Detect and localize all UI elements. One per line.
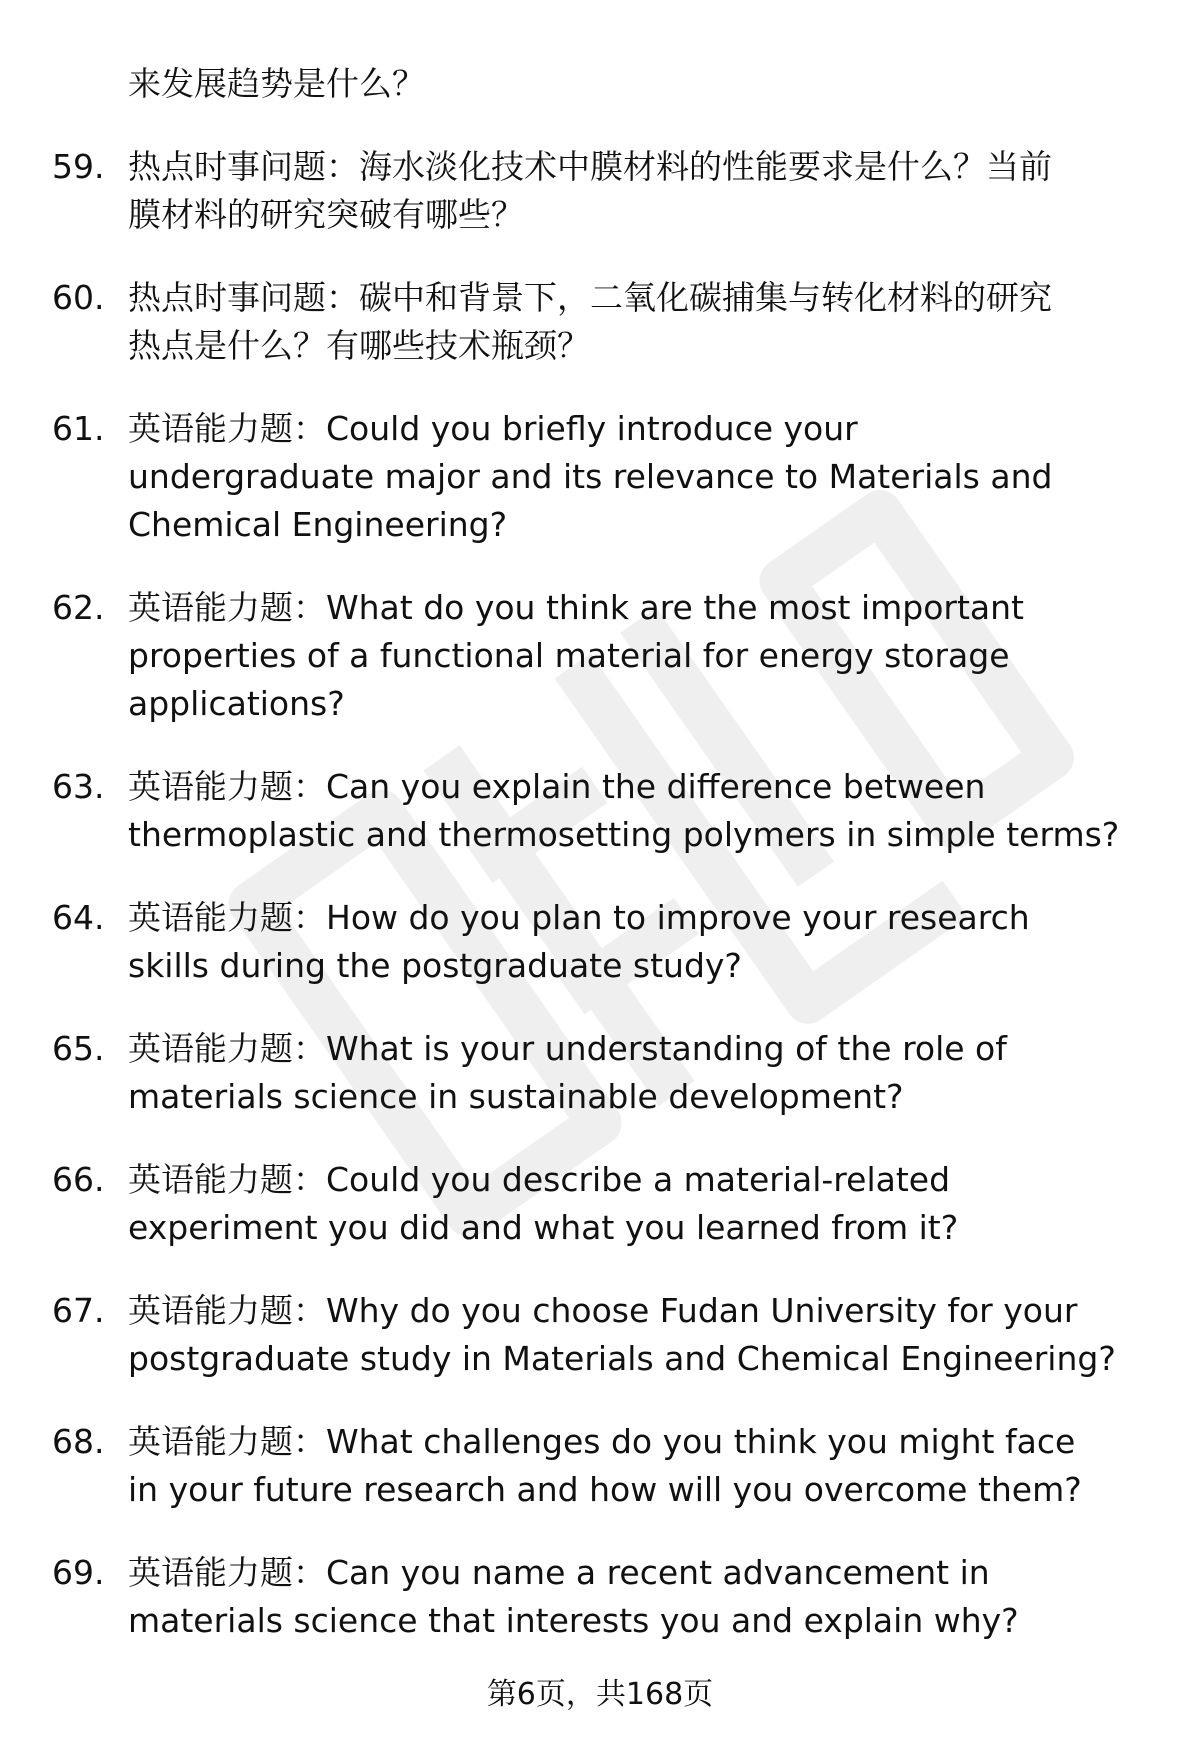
question-item: [52, 1156, 1162, 1252]
question-text-line: thermoplastic and thermosetting polymers in simple terms?: [128, 815, 1120, 854]
question-number: 67.: [52, 1291, 105, 1330]
question-item: [52, 1287, 1162, 1383]
question-text: [128, 763, 1162, 859]
page-footer: 第6页，共168页: [486, 1677, 714, 1712]
question-text-line: 英语能力题：Could you describe a material-related: [128, 1160, 951, 1199]
question-number: 61.: [52, 409, 105, 448]
question-number: 59.: [52, 147, 105, 186]
question-item: [52, 405, 1162, 549]
question-text: [128, 1287, 1162, 1383]
question-item: [52, 274, 1162, 370]
question-text-line: 热点时事问题：碳中和背景下，二氧化碳捕集与转化材料的研究: [128, 278, 1052, 317]
question-text: [128, 143, 1162, 239]
question-text-line: in your future research and how will you overcome them?: [128, 1470, 1082, 1509]
question-list: [52, 143, 1162, 1645]
question-text-line: 英语能力题：Can you explain the difference between: [128, 767, 986, 806]
question-text-line: 热点是什么？有哪些技术瓶颈？: [128, 326, 590, 365]
question-item: [52, 894, 1162, 990]
question-text-line: 英语能力题：What challenges do you think you might face: [128, 1422, 1076, 1461]
continuation-line: 来发展趋势是什么？: [128, 64, 425, 103]
question-text-line: Chemical Engineering?: [128, 505, 508, 544]
question-text: [128, 405, 1162, 549]
question-text-line: skills during the postgraduate study?: [128, 946, 742, 985]
question-text: [128, 894, 1162, 990]
question-text-line: properties of a functional material for energy storage: [128, 636, 1010, 675]
question-text-line: 英语能力题：Could you briefly introduce your: [128, 409, 858, 448]
question-text: [128, 1549, 1162, 1645]
question-number: 65.: [52, 1029, 105, 1068]
question-text-line: 膜材料的研究突破有哪些？: [128, 195, 524, 234]
question-item: [52, 763, 1162, 859]
question-text-line: materials science that interests you and explain why?: [128, 1601, 1019, 1640]
question-number: 69.: [52, 1553, 105, 1592]
question-number: 68.: [52, 1422, 105, 1461]
question-text-line: 英语能力题：What do you think are the most important: [128, 588, 1024, 627]
question-number: 62.: [52, 588, 105, 627]
question-text: [128, 274, 1162, 370]
question-text: [128, 1025, 1162, 1121]
question-text: [128, 584, 1162, 728]
question-item: [52, 1549, 1162, 1645]
question-item: [52, 584, 1162, 728]
question-text-line: materials science in sustainable development?: [128, 1077, 904, 1116]
question-item: [52, 143, 1162, 239]
question-text-line: 英语能力题：Why do you choose Fudan University for your: [128, 1291, 1078, 1330]
question-text-line: 热点时事问题：海水淡化技术中膜材料的性能要求是什么？当前: [128, 147, 1052, 186]
question-number: 63.: [52, 767, 105, 806]
question-text-line: applications?: [128, 684, 345, 723]
question-item: [52, 1025, 1162, 1121]
question-number: 66.: [52, 1160, 105, 1199]
question-text: [128, 1418, 1162, 1514]
question-number: 60.: [52, 278, 105, 317]
question-number: 64.: [52, 898, 105, 937]
question-text-line: postgraduate study in Materials and Chemical Engineering?: [128, 1339, 1116, 1378]
question-text-line: undergraduate major and its relevance to Materials and: [128, 457, 1053, 496]
question-text: [128, 1156, 1162, 1252]
question-text-line: 英语能力题：How do you plan to improve your research: [128, 898, 1030, 937]
question-text-line: 英语能力题：Can you name a recent advancement in: [128, 1553, 990, 1592]
question-text-line: experiment you did and what you learned from it?: [128, 1208, 959, 1247]
question-text-line: 英语能力题：What is your understanding of the role of: [128, 1029, 1007, 1068]
question-item: [52, 1418, 1162, 1514]
